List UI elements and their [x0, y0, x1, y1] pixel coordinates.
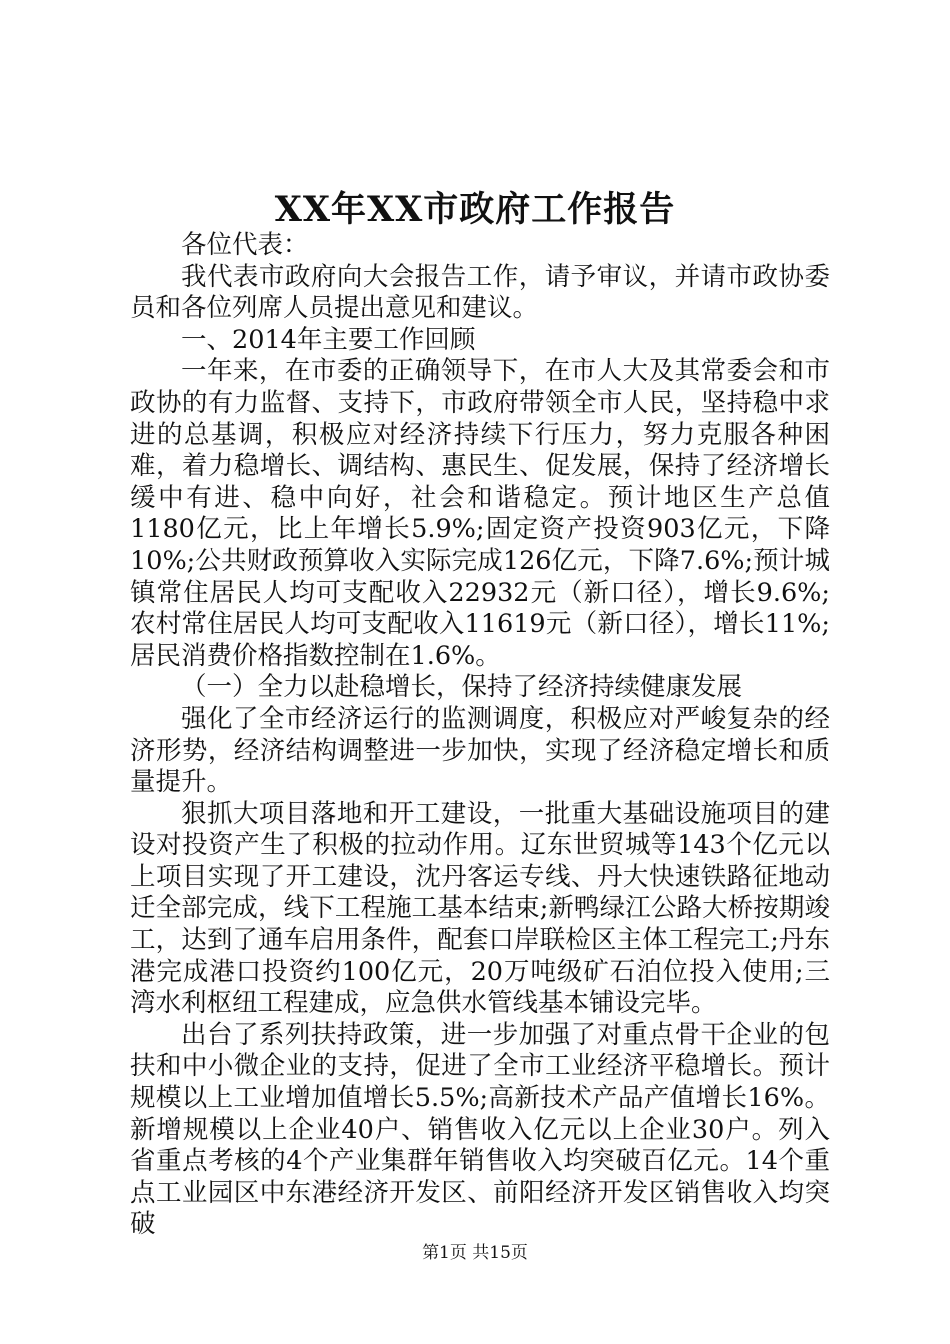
paragraph-projects: 狠抓大项目落地和开工建设，一批重大基础设施项目的建设对投资产生了积极的拉动作用。辽东世贸城等143个亿元以上项目实现了开工建设，沈丹客运专线、丹大快速铁路征地动迁全部完成，线下工程施工基本结束;新鸭绿江公路大桥按期竣工，达到了通车启用条件，配套口岸联检区主体工程完工;丹东港完成港口投资约100亿元，20万吨级矿石泊位投入使用;三湾水利枢纽工程建成，应急供水管线基本铺设完毕。	[130, 798, 830, 1019]
paragraph-opening: 我代表市政府向大会报告工作，请予审议，并请市政协委员和各位列席人员提出意见和建议。	[130, 261, 830, 324]
subsection-heading: （一）全力以赴稳增长，保持了经济持续健康发展	[181, 672, 743, 703]
section-heading: 一、2014年主要工作回顾	[181, 324, 476, 355]
paragraph-monitoring: 强化了全市经济运行的监测调度，积极应对严峻复杂的经济形势，经济结构调整进一步加快，实现了经济稳定增长和质量提升。	[130, 703, 830, 798]
document-body	[130, 230, 830, 1241]
page-footer: 第1页 共15页	[422, 1243, 528, 1263]
paragraph-salutation: 各位代表：	[181, 230, 309, 260]
paragraph-review: 一年来，在市委的正确领导下，在市人大及其常委会和市政协的有力监督、支持下，市政府带领全市人民，坚持稳中求进的总基调，积极应对经济持续下行压力，努力克服各种困难，着力稳增长、调结构、惠民生、促发展，保持了经济增长缓中有进、稳中向好，社会和谐稳定。预计地区生产总值1180亿元，比上年增长5.9%;固定资产投资903亿元，下降10%;公共财政预算收入实际完成126亿元，下降7.6%;预计城镇常住居民人均可支配收入22932元（新口径），增长9.6%;农村常住居民人均可支配收入11619元（新口径），增长11%;居民消费价格指数控制在1.6%。	[130, 356, 830, 671]
document-title: XX年XX市政府工作报告	[274, 189, 676, 230]
paragraph-industry: 出台了系列扶持政策，进一步加强了对重点骨干企业的包扶和中小微企业的支持，促进了全市工业经济平稳增长。预计规模以上工业增加值增长5.5%;高新技术产品产值增长16%。新增规模以上企业40户、销售收入亿元以上企业30户。列入省重点考核的4个产业集群年销售收入均突破百亿元。14个重点工业园区中东港经济开发区、前阳经济开发区销售收入均突破	[130, 1019, 830, 1240]
